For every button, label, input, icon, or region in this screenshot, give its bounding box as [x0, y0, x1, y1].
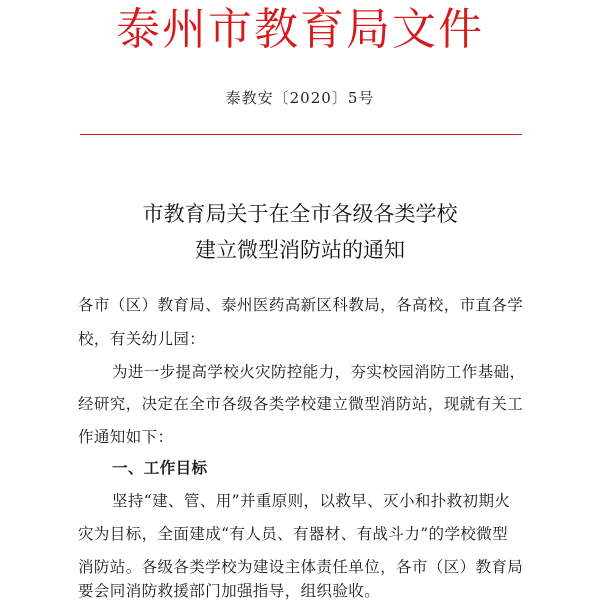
addressee-line-1: 各市（区）教育局、泰州医药高新区科教局，各高校，市直各学 — [78, 296, 524, 314]
section-1-line-2: 灾为目标，全面建成“有人员、有器材、有战斗力”的学校微型 — [78, 525, 509, 543]
document-title-line-1: 市教育局关于在全市各级各类学校 — [142, 202, 458, 226]
intro-line-1: 为进一步提高学校火灾防控能力，夯实校园消防工作基础， — [112, 363, 526, 381]
document-title-line-2: 建立微型消防站的通知 — [195, 238, 405, 262]
issuer-header: 泰州市教育局文件 — [116, 4, 484, 55]
document-number: 泰教安〔2020〕5号 — [225, 89, 375, 107]
section-1-line-1: 坚持“建、管、用”并重原则，以救早、灭小和扑救初期火 — [112, 492, 511, 510]
intro-line-3: 作通知如下： — [78, 428, 174, 446]
red-divider-line — [80, 134, 522, 135]
addressee-line-2: 校，有关幼儿园： — [78, 330, 206, 348]
section-1-line-3: 消防站。各级各类学校为建设主体责任单位，各市（区）教育局 — [78, 558, 524, 576]
intro-line-2: 经研究，决定在全市各级各类学校建立微型消防站，现就有关工 — [78, 395, 524, 413]
section-1-heading: 一、工作目标 — [112, 459, 208, 477]
section-1-line-4: 要会同消防救援部门加强指导，组织验收。 — [78, 582, 381, 600]
